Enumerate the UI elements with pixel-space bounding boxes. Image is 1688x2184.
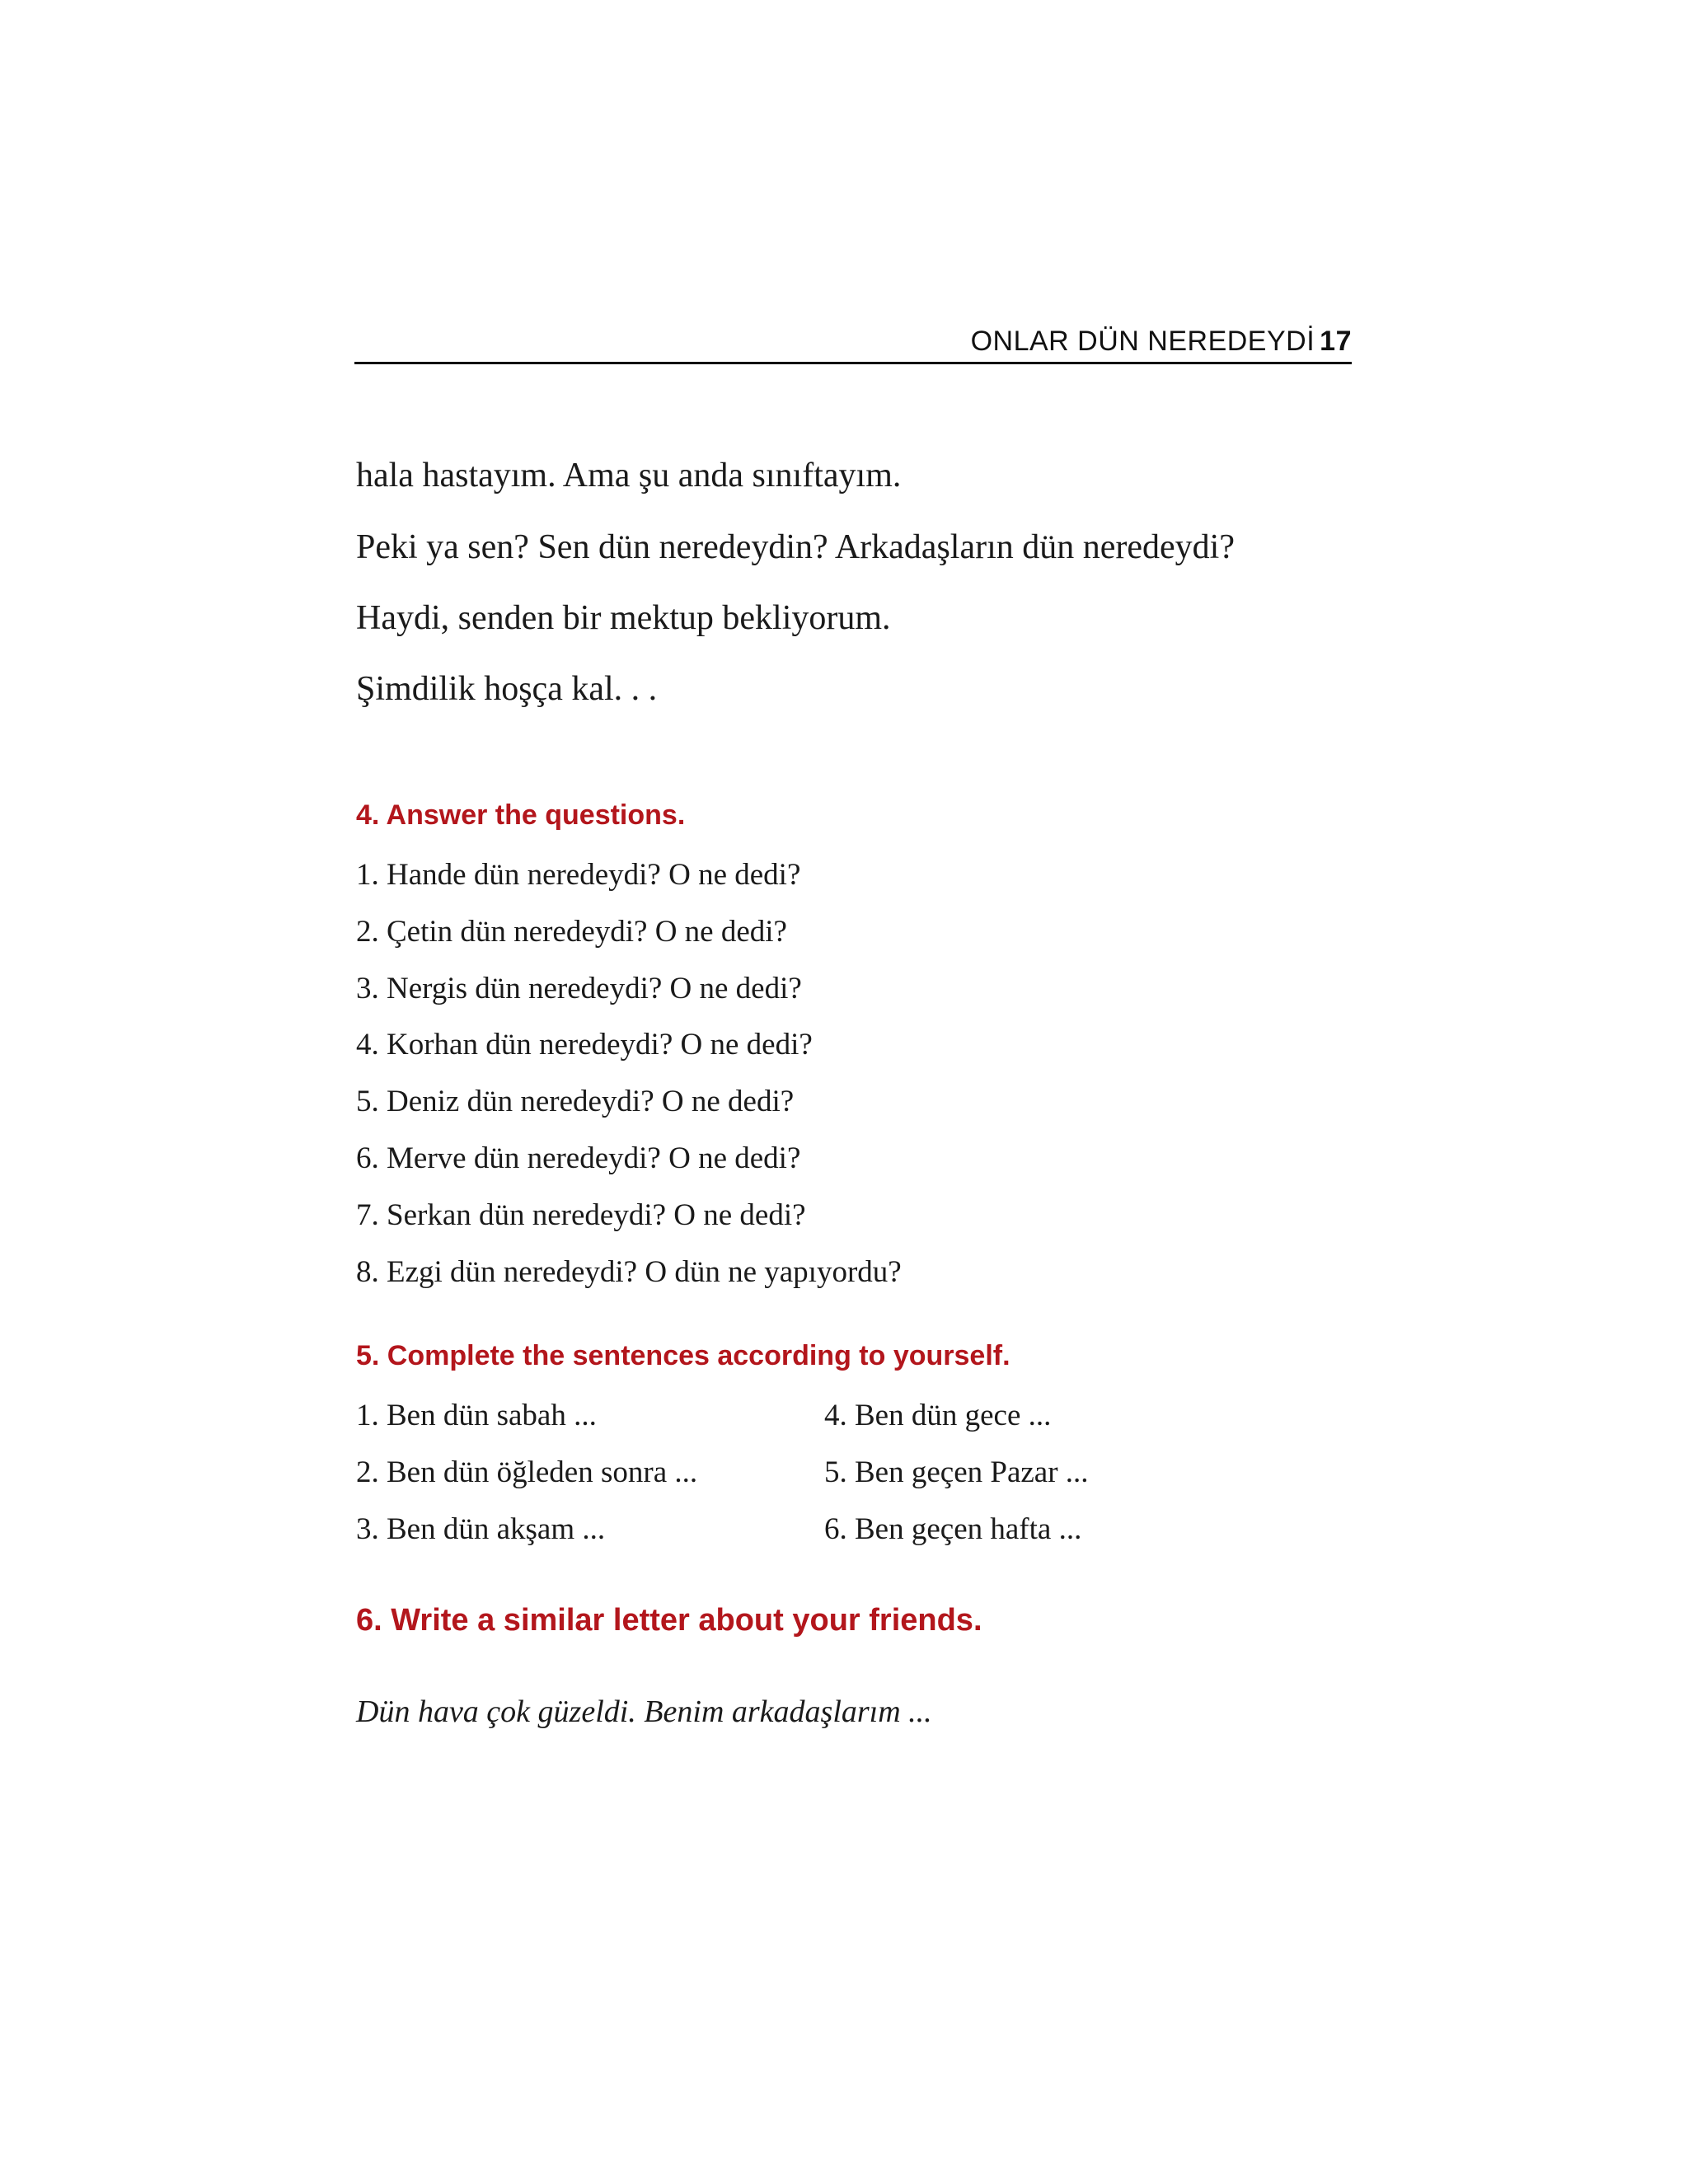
letter-line: Haydi, senden bir mektup bekliyorum. — [356, 599, 891, 637]
question-item: 3. Nergis dün neredeydi? O ne dedi? — [356, 972, 802, 1005]
page-number: 17 — [1320, 326, 1352, 357]
letter-line: hala hastayım. Ama şu anda sınıftayım. — [356, 457, 902, 494]
question-item: 7. Serkan dün neredeydi? O ne dedi? — [356, 1198, 806, 1232]
sentence-item: 4. Ben dün gece ... — [824, 1399, 1052, 1432]
question-item: 1. Hande dün neredeydi? O ne dedi? — [356, 858, 801, 892]
sentence-item: 1. Ben dün sabah ... — [356, 1399, 597, 1432]
exercise-6-heading: 6. Write a similar letter about your friends. — [356, 1603, 982, 1638]
question-item: 5. Deniz dün neredeydi? O ne dedi? — [356, 1085, 795, 1118]
question-item: 6. Merve dün neredeydi? O ne dedi? — [356, 1141, 801, 1175]
running-header — [354, 320, 1352, 363]
header-rule — [354, 362, 1352, 364]
sentence-item: 5. Ben geçen Pazar ... — [824, 1455, 1089, 1489]
exercise-5-heading: 5. Complete the sentences according to yourself. — [356, 1340, 1010, 1371]
letter-line: Şimdilik hoşça kal. . . — [356, 670, 658, 708]
exercise-4-heading: 4. Answer the questions. — [356, 799, 686, 831]
question-item: 8. Ezgi dün neredeydi? O dün ne yapıyordu? — [356, 1255, 902, 1289]
question-item: 4. Korhan dün neredeydi? O ne dedi? — [356, 1028, 813, 1062]
example-sentence: Dün hava çok güzeldi. Benim arkadaşlarım ... — [356, 1694, 932, 1729]
letter-line: Peki ya sen? Sen dün neredeydin? Arkadaşların dün neredeydi? — [356, 528, 1235, 566]
question-item: 2. Çetin dün neredeydi? O ne dedi? — [356, 915, 787, 949]
sentence-item: 2. Ben dün öğleden sonra ... — [356, 1455, 698, 1489]
chapter-title: ONLAR DÜN NEREDEYDİ — [970, 326, 1315, 357]
sentence-item: 3. Ben dün akşam ... — [356, 1512, 606, 1546]
sentence-item: 6. Ben geçen hafta ... — [824, 1512, 1082, 1546]
